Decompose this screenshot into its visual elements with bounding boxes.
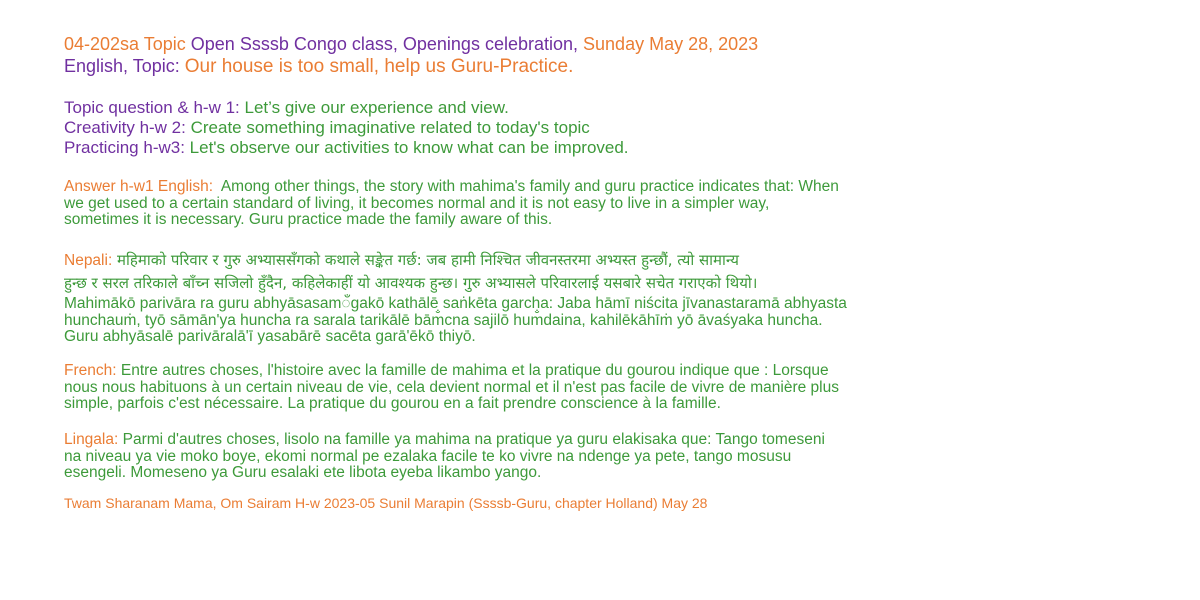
nepali-answer bbox=[64, 249, 1164, 295]
lingala-answer bbox=[64, 432, 1164, 482]
nepali-romanized-line-3: Guru abhyāsalē parivāralā'ī yasabārē sacēta garā'ēkō thiyō. bbox=[64, 328, 476, 345]
french-line-1: Entre autres choses, l'histoire avec la famille de mahima et la pratique du gourou indique que : Lorsque bbox=[120, 362, 829, 379]
english-line-2: we get used to a certain standard of living, it becomes normal and it is not easy to live in a simpler way, bbox=[64, 194, 770, 212]
french-line-2: nous nous habituons à un certain niveau de vie, cela devient normal et il n'est pas facile de vivre de manière plus bbox=[64, 378, 839, 396]
nepali-romanized-line-2: hunchauṁ, tyō sāmān'ya huncha ra sarala tarikālē bām̐cna sajilō hum̐daina, kahilēkāhīṁ yō āvaśyaka huncha. bbox=[64, 311, 823, 329]
nepali-romanized bbox=[64, 296, 1164, 346]
homework-1-text: Let’s give our experience and view. bbox=[244, 98, 509, 117]
nepali-romanized-line-1: Mahimākō parivāra ra guru abhyāsasamँgakō kathālē saṅkēta garcha: Jaba hāmī niścita jīvanastaramā abhyasta bbox=[64, 295, 847, 312]
french-answer bbox=[64, 363, 1164, 413]
english-line-3: sometimes it is necessary. Guru practice made the family aware of this. bbox=[64, 211, 553, 228]
english-answer bbox=[64, 179, 1164, 229]
lingala-label: Lingala: bbox=[64, 431, 119, 448]
homework-2-label: Creativity h-w 2: bbox=[64, 118, 186, 137]
lingala-line-1: Parmi d'autres choses, lisolo na famille ya mahima na pratique ya guru elakisaka que: Tango tomeseni bbox=[122, 431, 825, 448]
homework-2-text: Create something imaginative related to today's topic bbox=[190, 118, 590, 137]
homework-3-text: Let's observe our activities to know what can be improved. bbox=[189, 138, 629, 157]
header-title: Open Ssssb Congo class, Openings celebration, bbox=[190, 34, 579, 54]
homework-3-label: Practicing h-w3: bbox=[64, 138, 185, 157]
french-label: French: bbox=[64, 362, 117, 379]
header-line-1 bbox=[64, 35, 1164, 53]
nepali-label: Nepali: bbox=[64, 252, 113, 269]
english-label: Answer h-w1 English: bbox=[64, 178, 214, 195]
header-prefix: 04-202sa Topic bbox=[64, 34, 186, 54]
lingala-line-3: esengeli. Momeseno ya Guru esalaki ete libota eyeba likambo yango. bbox=[64, 464, 542, 481]
homework-2 bbox=[64, 119, 1164, 136]
homework-1-label: Topic question & h-w 1: bbox=[64, 98, 240, 117]
homework-3 bbox=[64, 139, 1164, 156]
topic-label: English, Topic: bbox=[64, 56, 180, 76]
header-date: Sunday May 28, 2023 bbox=[583, 34, 759, 54]
header-line-2 bbox=[64, 57, 1164, 76]
topic-text: Our house is too small, help us Guru-Practice. bbox=[184, 56, 574, 77]
nepali-devanagari-line-2: हुन्छ र सरल तरिकाले बाँच्न सजिलो हुँदैन, कहिलेकाहीं यो आवश्यक हुन्छ। गुरु अभ्यासले परिवारलाई यसबारे सचेत गराएको थियो। bbox=[64, 274, 758, 292]
homework-1 bbox=[64, 99, 1164, 116]
french-line-3: simple, parfois c'est nécessaire. La pratique du gourou en a fait prendre conscience à la famille. bbox=[64, 395, 721, 412]
english-line-1: Among other things, the story with mahima's family and guru practice indicates that: When bbox=[220, 178, 839, 195]
nepali-devanagari-line-1: महिमाको परिवार र गुरु अभ्याससँगको कथाले सङ्केत गर्छ: जब हामी निश्चित जीवनस्तरमा अभ्यस्त हुन्छौं, त्यो सामान्य bbox=[117, 251, 740, 269]
signature: Twam Sharanam Mama, Om Sairam H-w 2023-05 Sunil Marapin (Ssssb-Guru, chapter Holland) May 28 bbox=[64, 495, 708, 511]
lingala-line-2: na niveau ya vie moko boye, ekomi normal pe ezalaka facile te ko vivre na ndenge ya pete, tango mosusu bbox=[64, 447, 792, 465]
